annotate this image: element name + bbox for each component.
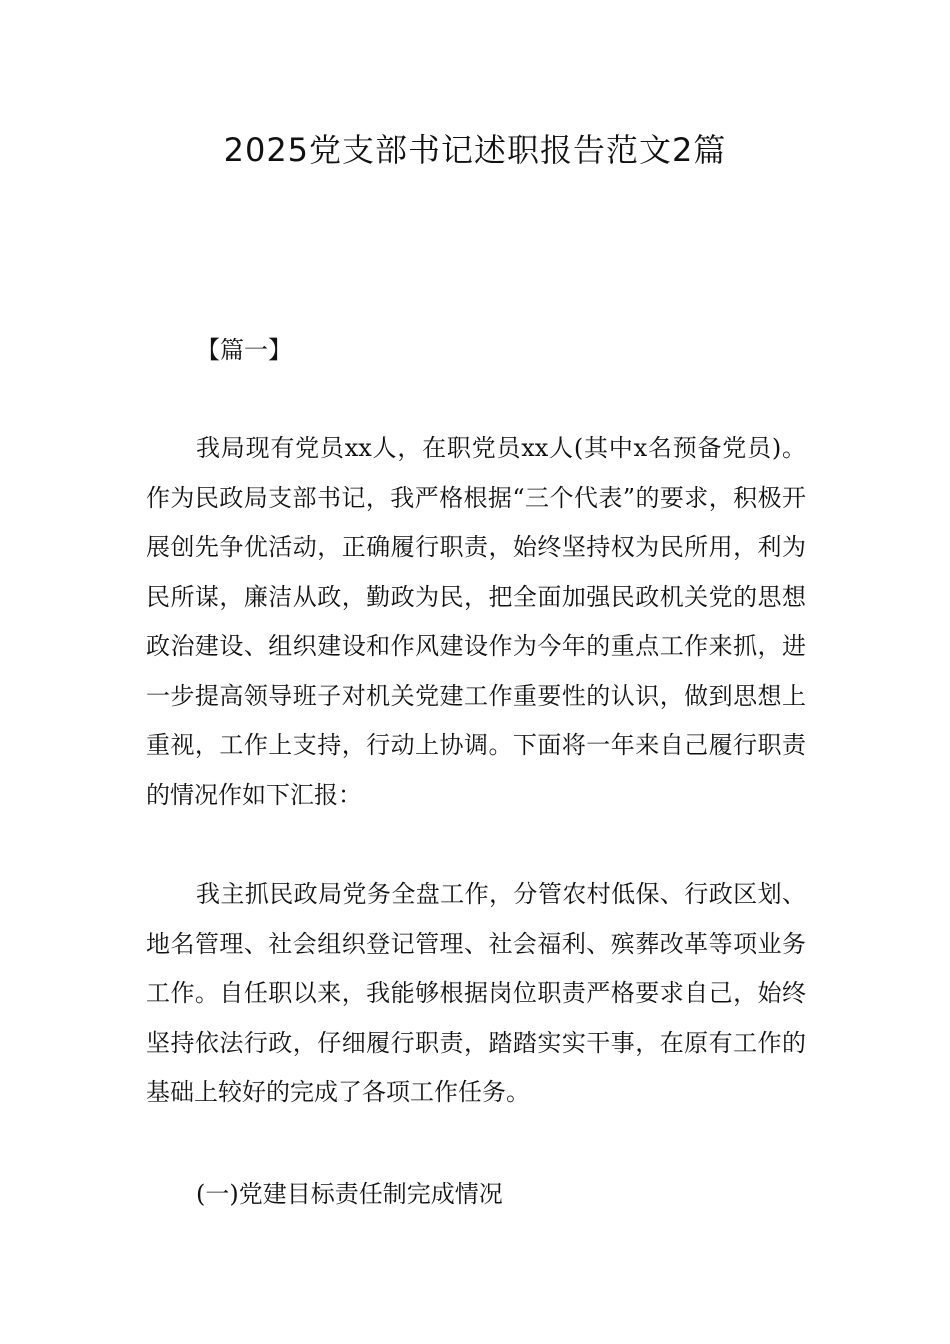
subheading: (一)党建目标责任制完成情况	[196, 1180, 503, 1208]
document-title: 2025党支部书记述职报告范文2篇	[223, 131, 727, 169]
paragraph-1: 我局现有党员xx人，在职党员xx人(其中x名预备党员)。作为民政局支部书记，我严格根据“三个代表”的要求，积极开展创先争优活动，正确履行职责，始终坚持权为民所用，利为民所谋，廉洁从政，勤政为民，把全面加强民政机关党的思想政治建设、组织建设和作风建设作为今年的重点工作来抓，进一步提高领导班子对机关党建工作重要性的认识，做到思想上重视，工作上支持，行动上协调。下面将一年来自己履行职责的情况作如下汇报：	[146, 434, 806, 809]
section-label: 【篇一】	[196, 336, 292, 364]
paragraph-2: 我主抓民政局党务全盘工作，分管农村低保、行政区划、地名管理、社会组织登记管理、社会福利、殡葬改革等项业务工作。自任职以来，我能够根据岗位职责严格要求自己，始终坚持依法行政，仔细履行职责，踏踏实实干事，在原有工作的基础上较好的完成了各项工作任务。	[146, 880, 806, 1106]
